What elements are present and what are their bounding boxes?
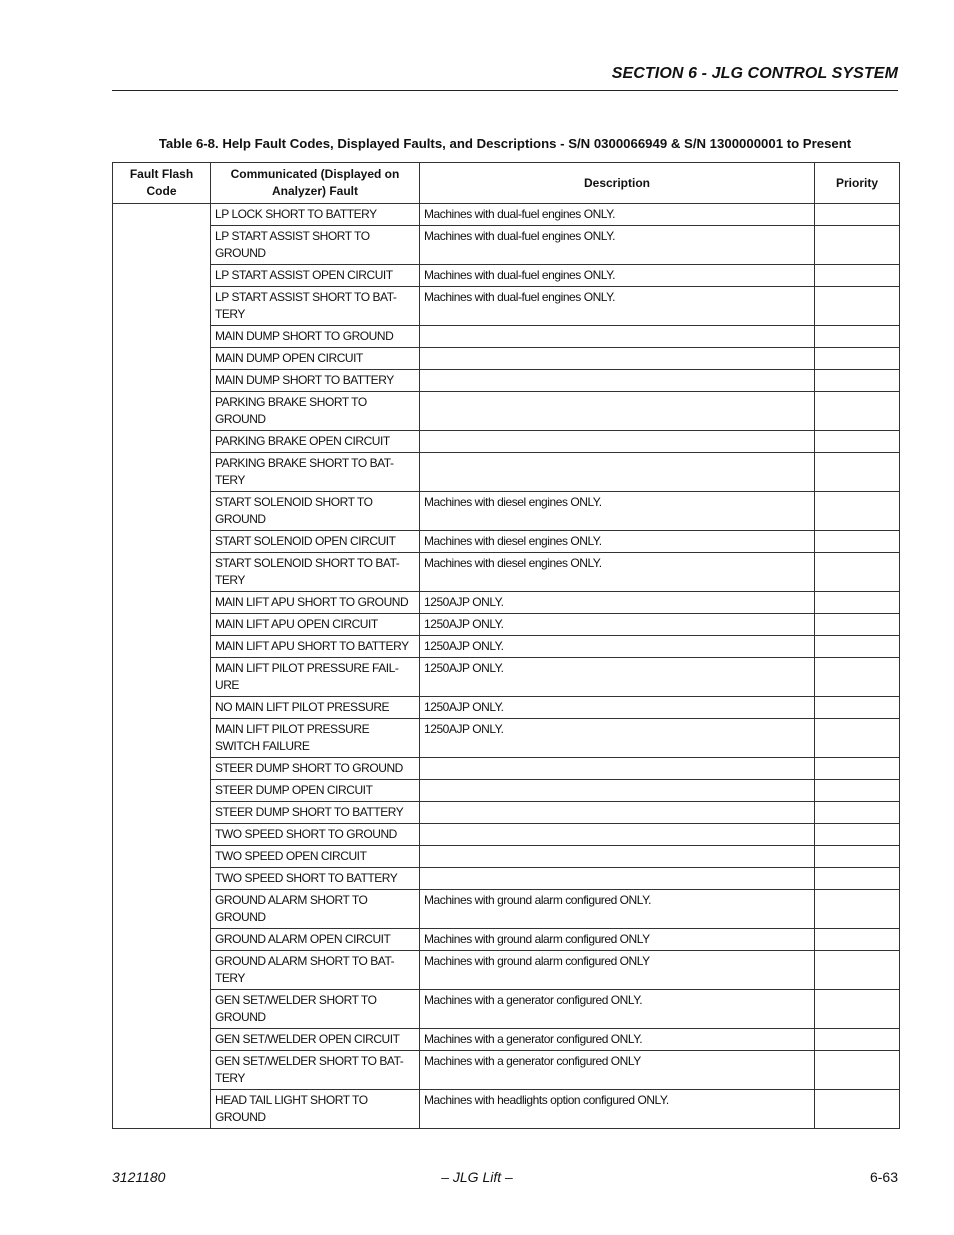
description-cell: 1250AJP ONLY. <box>420 719 815 758</box>
fault-cell: NO MAIN LIFT PILOT PRESSURE <box>211 697 420 719</box>
fault-cell: MAIN LIFT APU OPEN CIRCUIT <box>211 614 420 636</box>
footer-doc-number: 3121180 <box>112 1169 166 1185</box>
fault-cell: PARKING BRAKE SHORT TO BAT-TERY <box>211 453 420 492</box>
priority-cell <box>815 780 900 802</box>
fault-cell: STEER DUMP SHORT TO BATTERY <box>211 802 420 824</box>
table-row <box>113 431 900 453</box>
table-body <box>113 204 900 1129</box>
table-row <box>113 846 900 868</box>
column-header-fault: Communicated (Displayed on Analyzer) Fault <box>211 163 420 204</box>
table-row <box>113 265 900 287</box>
table-row <box>113 1051 900 1090</box>
description-cell: Machines with ground alarm configured ONLY <box>420 951 815 990</box>
table-row <box>113 492 900 531</box>
description-cell: Machines with dual-fuel engines ONLY. <box>420 265 815 287</box>
table-row <box>113 951 900 990</box>
description-cell <box>420 431 815 453</box>
description-cell: Machines with ground alarm configured ONLY <box>420 929 815 951</box>
description-cell: Machines with diesel engines ONLY. <box>420 492 815 531</box>
priority-cell <box>815 890 900 929</box>
description-cell: Machines with ground alarm configured ONLY. <box>420 890 815 929</box>
fault-cell: GROUND ALARM SHORT TO GROUND <box>211 890 420 929</box>
priority-cell <box>815 824 900 846</box>
table-row <box>113 890 900 929</box>
priority-cell <box>815 1090 900 1129</box>
fault-cell: LP LOCK SHORT TO BATTERY <box>211 204 420 226</box>
priority-cell <box>815 553 900 592</box>
priority-cell <box>815 226 900 265</box>
section-title: SECTION 6 - JLG CONTROL SYSTEM <box>611 65 898 82</box>
description-cell: Machines with diesel engines ONLY. <box>420 553 815 592</box>
description-cell <box>420 824 815 846</box>
table-row <box>113 204 900 226</box>
description-cell: 1250AJP ONLY. <box>420 697 815 719</box>
priority-cell <box>815 531 900 553</box>
fault-cell: PARKING BRAKE OPEN CIRCUIT <box>211 431 420 453</box>
priority-cell <box>815 1029 900 1051</box>
fault-cell: GEN SET/WELDER SHORT TO GROUND <box>211 990 420 1029</box>
table-row <box>113 348 900 370</box>
fault-cell: MAIN DUMP OPEN CIRCUIT <box>211 348 420 370</box>
table-row <box>113 719 900 758</box>
description-cell <box>420 846 815 868</box>
priority-cell <box>815 929 900 951</box>
fault-cell: LP START ASSIST SHORT TO GROUND <box>211 226 420 265</box>
fault-cell: MAIN DUMP SHORT TO BATTERY <box>211 370 420 392</box>
table-row <box>113 392 900 431</box>
priority-cell <box>815 614 900 636</box>
fault-cell: GEN SET/WELDER OPEN CIRCUIT <box>211 1029 420 1051</box>
description-cell: 1250AJP ONLY. <box>420 592 815 614</box>
description-cell: Machines with headlights option configured ONLY. <box>420 1090 815 1129</box>
table-caption: Table 6-8. Help Fault Codes, Displayed Faults, and Descriptions - S/N 0300066949 & S/N 1300000001 to Present <box>158 136 852 151</box>
description-cell <box>420 453 815 492</box>
description-cell <box>420 868 815 890</box>
priority-cell <box>815 802 900 824</box>
description-cell <box>420 326 815 348</box>
priority-cell <box>815 758 900 780</box>
priority-cell <box>815 719 900 758</box>
fault-cell: MAIN DUMP SHORT TO GROUND <box>211 326 420 348</box>
column-header-flash-code: Fault Flash Code <box>113 163 211 204</box>
footer-page-number: 6-63 <box>869 1169 898 1185</box>
priority-cell <box>815 431 900 453</box>
table-row <box>113 326 900 348</box>
description-cell: Machines with diesel engines ONLY. <box>420 531 815 553</box>
priority-cell <box>815 265 900 287</box>
table-row <box>113 614 900 636</box>
table-row <box>113 990 900 1029</box>
fault-cell: GROUND ALARM SHORT TO BAT-TERY <box>211 951 420 990</box>
table-row <box>113 658 900 697</box>
table-row <box>113 1029 900 1051</box>
priority-cell <box>815 951 900 990</box>
fault-cell: TWO SPEED SHORT TO BATTERY <box>211 868 420 890</box>
priority-cell <box>815 392 900 431</box>
priority-cell <box>815 636 900 658</box>
table-row <box>113 802 900 824</box>
priority-cell <box>815 990 900 1029</box>
description-cell: Machines with a generator configured ONLY <box>420 1051 815 1090</box>
description-cell <box>420 370 815 392</box>
table-row <box>113 370 900 392</box>
table-row <box>113 226 900 265</box>
fault-cell: TWO SPEED OPEN CIRCUIT <box>211 846 420 868</box>
table-row <box>113 287 900 326</box>
description-cell <box>420 802 815 824</box>
fault-cell: START SOLENOID SHORT TO GROUND <box>211 492 420 531</box>
priority-cell <box>815 658 900 697</box>
description-cell: 1250AJP ONLY. <box>420 658 815 697</box>
fault-cell: MAIN LIFT PILOT PRESSURE SWITCH FAILURE <box>211 719 420 758</box>
description-cell: 1250AJP ONLY. <box>420 636 815 658</box>
description-cell: Machines with dual-fuel engines ONLY. <box>420 287 815 326</box>
fault-cell: GEN SET/WELDER SHORT TO BAT-TERY <box>211 1051 420 1090</box>
priority-cell <box>815 492 900 531</box>
flash-code-cell <box>113 204 211 1129</box>
fault-cell: PARKING BRAKE SHORT TO GROUND <box>211 392 420 431</box>
table-row <box>113 929 900 951</box>
priority-cell <box>815 348 900 370</box>
priority-cell <box>815 453 900 492</box>
table-row <box>113 1090 900 1129</box>
priority-cell <box>815 697 900 719</box>
fault-cell: STEER DUMP SHORT TO GROUND <box>211 758 420 780</box>
fault-cell: MAIN LIFT APU SHORT TO BATTERY <box>211 636 420 658</box>
table-header-row <box>113 163 900 204</box>
description-cell <box>420 392 815 431</box>
table-row <box>113 758 900 780</box>
fault-cell: START SOLENOID OPEN CIRCUIT <box>211 531 420 553</box>
priority-cell <box>815 1051 900 1090</box>
footer-brand: – JLG Lift – <box>441 1169 513 1185</box>
fault-cell: TWO SPEED SHORT TO GROUND <box>211 824 420 846</box>
table-row <box>113 780 900 802</box>
fault-cell: START SOLENOID SHORT TO BAT-TERY <box>211 553 420 592</box>
fault-cell: LP START ASSIST SHORT TO BAT-TERY <box>211 287 420 326</box>
column-header-description: Description <box>420 163 815 204</box>
table-row <box>113 636 900 658</box>
priority-cell <box>815 204 900 226</box>
table-row <box>113 697 900 719</box>
description-cell <box>420 780 815 802</box>
description-cell: Machines with a generator configured ONLY. <box>420 990 815 1029</box>
fault-cell: MAIN LIFT APU SHORT TO GROUND <box>211 592 420 614</box>
table-row <box>113 553 900 592</box>
fault-cell: STEER DUMP OPEN CIRCUIT <box>211 780 420 802</box>
priority-cell <box>815 592 900 614</box>
table-row <box>113 868 900 890</box>
section-header <box>112 64 898 91</box>
priority-cell <box>815 287 900 326</box>
priority-cell <box>815 326 900 348</box>
fault-cell: HEAD TAIL LIGHT SHORT TO GROUND <box>211 1090 420 1129</box>
description-cell: Machines with dual-fuel engines ONLY. <box>420 204 815 226</box>
fault-codes-table <box>112 162 900 1129</box>
description-cell <box>420 348 815 370</box>
fault-cell: LP START ASSIST OPEN CIRCUIT <box>211 265 420 287</box>
fault-cell: GROUND ALARM OPEN CIRCUIT <box>211 929 420 951</box>
description-cell: 1250AJP ONLY. <box>420 614 815 636</box>
table-row <box>113 824 900 846</box>
priority-cell <box>815 370 900 392</box>
description-cell: Machines with dual-fuel engines ONLY. <box>420 226 815 265</box>
description-cell: Machines with a generator configured ONLY. <box>420 1029 815 1051</box>
fault-cell: MAIN LIFT PILOT PRESSURE FAIL-URE <box>211 658 420 697</box>
table-row <box>113 453 900 492</box>
table-row <box>113 531 900 553</box>
description-cell <box>420 758 815 780</box>
priority-cell <box>815 868 900 890</box>
table-row <box>113 592 900 614</box>
priority-cell <box>815 846 900 868</box>
column-header-priority: Priority <box>815 163 900 204</box>
